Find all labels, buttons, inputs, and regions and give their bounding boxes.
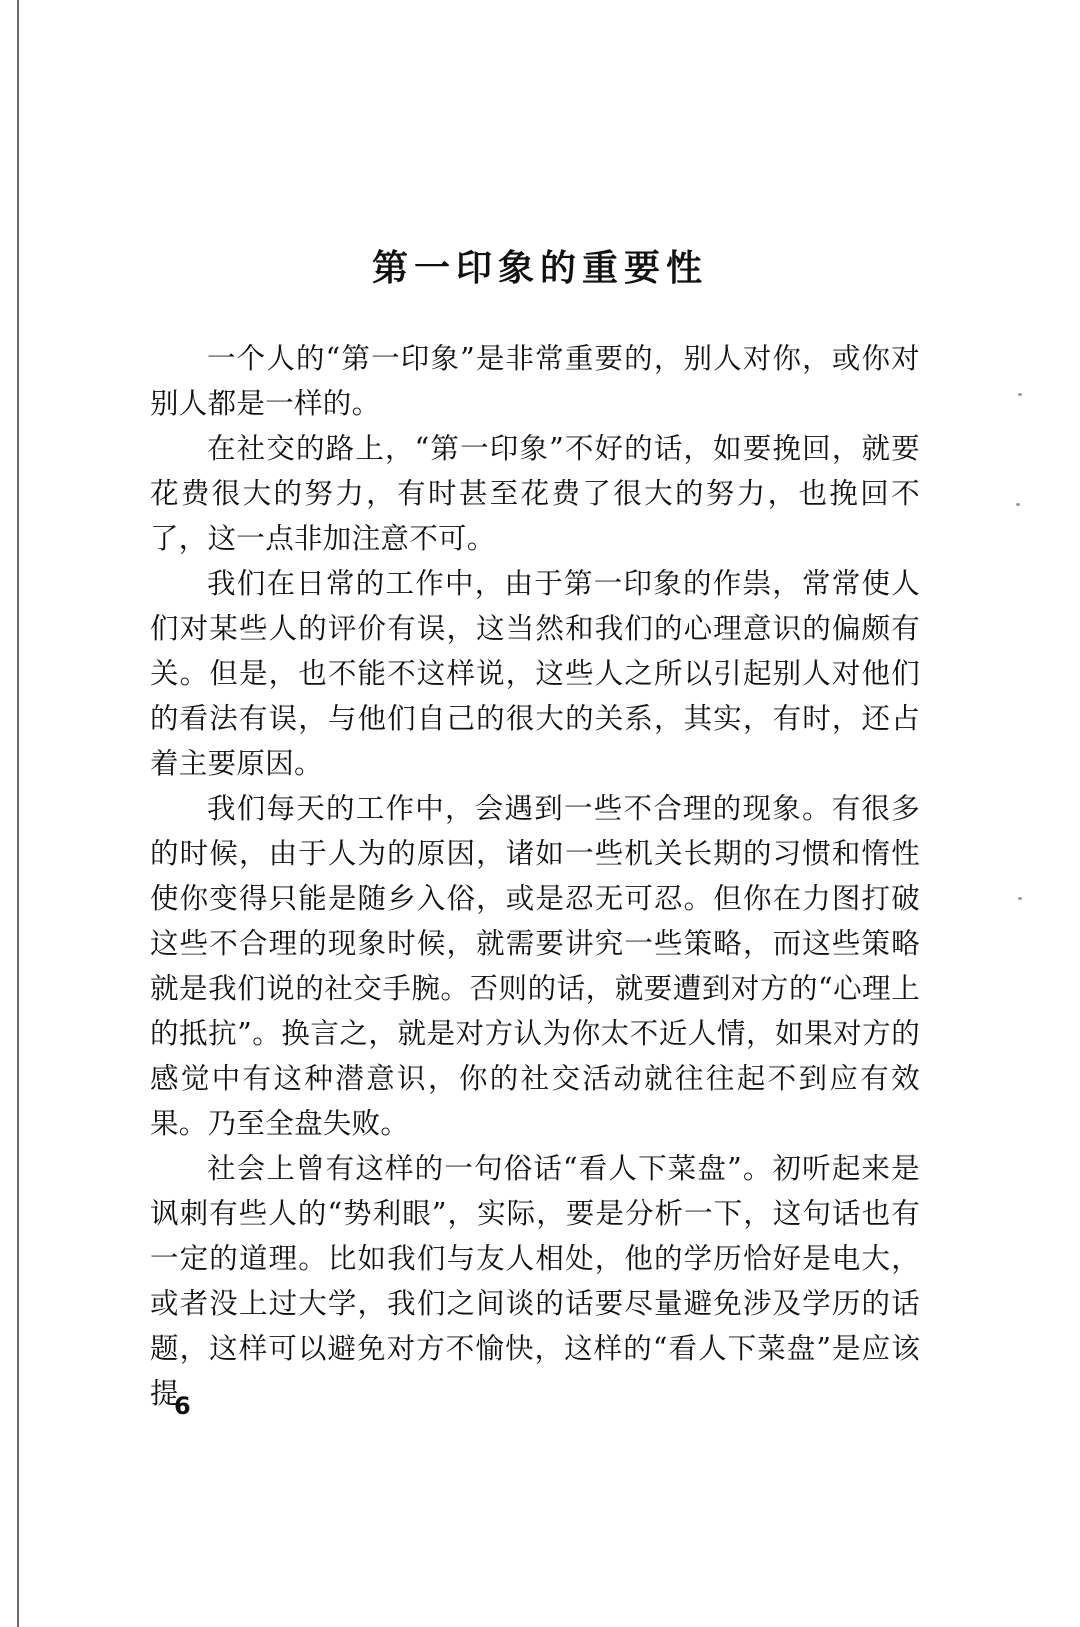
- paragraph: 我们在日常的工作中，由于第一印象的作祟，常常使人们对某些人的评价有误，这当然和我们的心理意识的偏颇有关。但是，也不能不这样说，这些人之所以引起别人对他们的看法有误，与他们自己的很大的关系，其实，有时，还占着主要原因。: [150, 567, 920, 780]
- paragraph: 一个人的“第一印象”是非常重要的，别人对你，或你对别人都是一样的。: [150, 342, 920, 420]
- body-text: [150, 336, 920, 1416]
- page-number: 6: [174, 1392, 191, 1420]
- paragraph: 社会上曾有这样的一句俗话“看人下菜盘”。初听起来是讽刺有些人的“势利眼”，实际，要是分析一下，这句话也有一定的道理。比如我们与友人相处，他的学历恰好是电大，或者没上过大学，我们之间谈的话要尽量避免涉及学历的话题，这样可以避免对方不愉快，这样的“看人下菜盘”是应该提: [150, 1152, 920, 1410]
- scan-speck: [1018, 393, 1022, 396]
- paragraph: 我们每天的工作中，会遇到一些不合理的现象。有很多的时候，由于人为的原因，诸如一些机关长期的习惯和惰性使你变得只能是随乡入俗，或是忍无可忍。但你在力图打破这些不合理的现象时候，就需要讲究一些策略，而这些策略就是我们说的社交手腕。否则的话，就要遭到对方的“心理上的抵抗”。换言之，就是对方认为你太不近人情，如果对方的感觉中有这种潜意识，你的社交活动就往往起不到应有效果。乃至全盘失败。: [150, 792, 920, 1140]
- paragraph: 在社交的路上，“第一印象”不好的话，如要挽回，就要花费很大的努力，有时甚至花费了很大的努力，也挽回不了，这一点非加注意不可。: [150, 432, 920, 555]
- scan-speck: [1018, 897, 1022, 900]
- scan-speck: [1016, 503, 1020, 506]
- chapter-title: 第一印象的重要性: [371, 247, 708, 290]
